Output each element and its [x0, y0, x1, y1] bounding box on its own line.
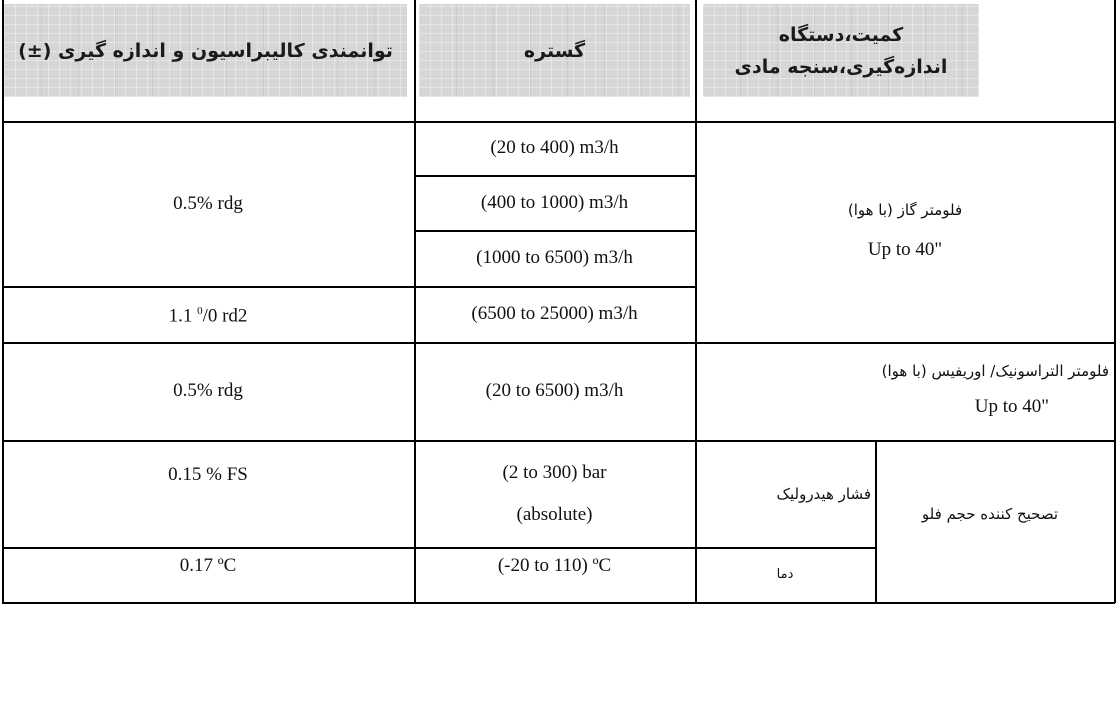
capability-value: 0.5% rdg: [173, 192, 243, 214]
range-value: (2 to 300) bar: [502, 461, 607, 483]
border: [2, 342, 1115, 344]
parameter-name: دما: [776, 567, 794, 582]
device-name: تصحیح کننده حجم فلو: [921, 505, 1059, 523]
range-qualifier: (absolute): [516, 503, 593, 525]
capability-value: 0.17 ºC: [179, 555, 237, 576]
device-name: فلومتر گاز (با هوا): [847, 200, 963, 219]
cell-parameter: [695, 440, 875, 547]
border: [2, 547, 876, 549]
border: [414, 0, 416, 603]
range-value: (20 to 400) m3/h: [490, 137, 619, 158]
border: [414, 230, 696, 232]
device-name: فلومتر التراسونیک/ اوریفیس (با هوا): [881, 362, 1109, 380]
range-value: (400 to 1000) m3/h: [480, 191, 629, 213]
header-range-label: گستره: [523, 39, 586, 62]
cell-device-gas-flowmeter: [695, 121, 1115, 342]
border: [414, 175, 696, 177]
header-range: [419, 4, 690, 97]
capability-value: 0.5% rdg: [173, 380, 243, 401]
cell-capability: [2, 286, 414, 342]
header-quantity: [703, 4, 979, 97]
header-quantity-label: کمیت،دستگاه اندازه‌گیری،سنجه مادی: [734, 23, 948, 78]
cell-capability: [2, 547, 414, 602]
range-value: (20 to 6500) m3/h: [485, 380, 624, 401]
cell-device-volume-corrector: [875, 440, 1115, 602]
cell-range: [414, 342, 695, 440]
cell-device-ultrasonic-flowmeter: [695, 342, 1115, 440]
device-size: Up to 40": [867, 238, 943, 260]
cell-parameter: [695, 547, 875, 602]
cell-range: [414, 286, 695, 342]
cell-capability: [2, 342, 414, 440]
device-size: Up to 40": [974, 396, 1049, 417]
border: [2, 0, 4, 603]
border: [2, 121, 1115, 123]
header-capability: [4, 4, 407, 97]
border: [695, 0, 697, 603]
cell-range: [414, 440, 695, 547]
border: [2, 286, 696, 288]
cell-range: [414, 121, 695, 175]
capability-value: 0.15 % FS: [168, 464, 248, 485]
range-value: (6500 to 25000) m3/h: [471, 303, 638, 324]
range-value: (-20 to 110) ºC: [497, 555, 612, 576]
border: [2, 602, 1115, 604]
capability-value: 1.1 $^0$/0 rd2: [168, 305, 248, 327]
header-capability-label: توانمندی کالیبراسیون و اندازه گیری (±): [18, 39, 393, 62]
parameter-name: فشار هیدرولیک: [776, 484, 871, 503]
cell-capability-shared: [2, 121, 414, 286]
calibration-table: [2, 0, 1115, 603]
border: [2, 440, 1115, 442]
cell-range: [414, 230, 695, 286]
cell-capability: [2, 440, 414, 547]
cell-range: [414, 547, 695, 602]
range-value: (1000 to 6500) m3/h: [476, 247, 633, 268]
cell-range: [414, 175, 695, 230]
border: [875, 440, 877, 602]
border: [1114, 0, 1116, 603]
